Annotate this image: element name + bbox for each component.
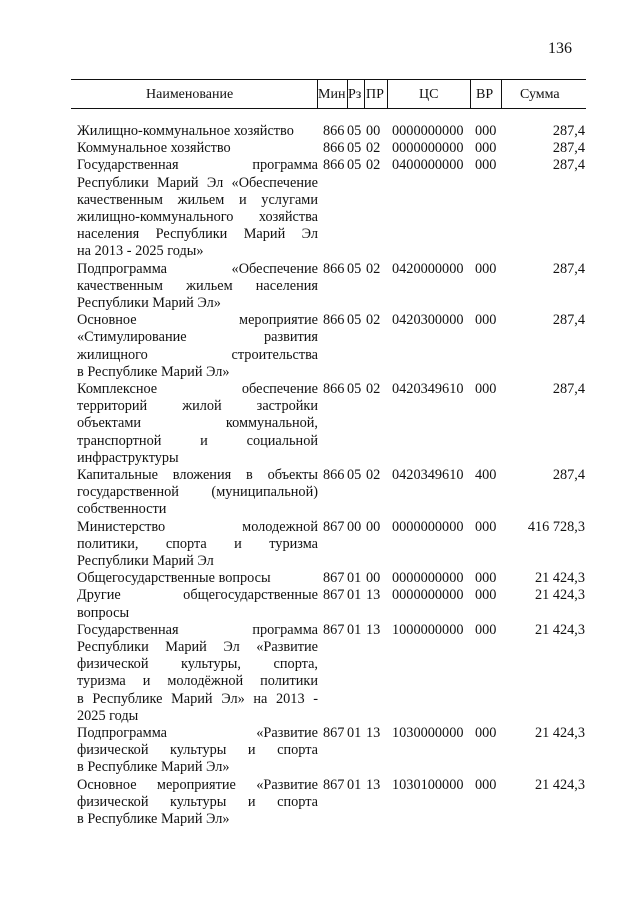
header-rz: Рз <box>348 87 362 102</box>
header-cs: ЦС <box>419 87 439 102</box>
row-name <box>77 622 318 725</box>
row-name-line: населения Республики Марий Эл <box>77 226 318 243</box>
row-cs: 1000000000 <box>392 621 464 638</box>
row-pr: 13 <box>366 725 381 741</box>
row-name-line: Основное мероприятие «Развитие <box>77 776 318 793</box>
row-rz: 05 <box>347 467 362 483</box>
row-name-line: инфраструктуры <box>77 449 179 466</box>
row-name-line: 2025 годы <box>77 707 139 724</box>
row-pr: 00 <box>366 570 381 587</box>
row-rz: 01 <box>347 621 362 638</box>
row-sum: 21 424,3 <box>534 725 585 741</box>
row-name-line: «Стимулирование развития <box>77 329 318 346</box>
row-name-line: качественным жильем населения <box>77 277 318 294</box>
row-rz: 05 <box>347 140 362 157</box>
row-pr: 02 <box>366 381 381 397</box>
row-vr: 000 <box>475 518 497 535</box>
table-row <box>0 587 639 621</box>
row-sum: 287,4 <box>552 467 585 483</box>
table-row <box>0 261 639 313</box>
row-name-line: Подпрограмма «Обеспечение <box>77 260 318 277</box>
row-pr: 02 <box>366 260 381 277</box>
row-name-line: транспортной и социальной <box>77 432 318 449</box>
row-name-line: Другие общегосударственные <box>77 587 318 604</box>
row-cs: 0000000000 <box>392 140 464 157</box>
row-vr: 000 <box>475 621 497 638</box>
row-rz: 00 <box>347 518 362 535</box>
row-min: 867 <box>323 570 345 587</box>
row-rz: 05 <box>347 123 362 139</box>
row-vr: 000 <box>475 123 497 139</box>
table-row <box>0 519 639 571</box>
row-min: 866 <box>323 140 345 157</box>
row-pr: 13 <box>366 621 381 638</box>
row-name-line: Комплексное обеспечение <box>77 381 318 397</box>
row-min: 866 <box>323 467 345 483</box>
row-cs: 0420349610 <box>392 381 464 397</box>
row-name <box>77 725 318 777</box>
row-name-line: на 2013 - 2025 годы» <box>77 243 204 260</box>
row-cs: 1030000000 <box>392 725 464 741</box>
row-sum: 287,4 <box>552 312 585 329</box>
row-name <box>77 123 318 140</box>
header-divider <box>364 79 365 109</box>
row-name-line: территорий жилой застройки <box>77 398 318 415</box>
header-bottom-rule <box>71 108 586 109</box>
row-sum: 416 728,3 <box>527 518 585 535</box>
row-rz: 01 <box>347 725 362 741</box>
row-name-line: Республики Марий Эл «Развитие <box>77 638 318 655</box>
row-name-line: Жилищно-коммунальное хозяйство <box>77 123 294 139</box>
table-row <box>0 123 639 140</box>
row-vr: 000 <box>475 140 497 157</box>
row-vr: 000 <box>475 776 497 793</box>
row-rz: 05 <box>347 381 362 397</box>
row-name <box>77 157 318 260</box>
row-name-line: Общегосударственные вопросы <box>77 570 271 587</box>
table-row <box>0 140 639 157</box>
row-sum: 287,4 <box>552 381 585 397</box>
row-sum: 287,4 <box>552 260 585 277</box>
row-sum: 21 424,3 <box>534 776 585 793</box>
row-min: 866 <box>323 260 345 277</box>
row-name-line: политики, спорта и туризма <box>77 535 318 552</box>
row-sum: 21 424,3 <box>534 621 585 638</box>
page-number: 136 <box>548 40 572 57</box>
row-pr: 13 <box>366 587 381 604</box>
row-vr: 000 <box>475 570 497 587</box>
table-row <box>0 570 639 587</box>
row-pr: 00 <box>366 518 381 535</box>
row-name <box>77 777 318 829</box>
header-min: Мин <box>318 87 346 102</box>
row-min: 866 <box>323 123 345 139</box>
row-cs: 0000000000 <box>392 570 464 587</box>
table-row <box>0 622 639 725</box>
row-name <box>77 312 318 381</box>
row-name-line: в Республике Марий Эл» <box>77 363 230 380</box>
row-rz: 01 <box>347 776 362 793</box>
row-vr: 000 <box>475 312 497 329</box>
row-name-line: объектами коммунальной, <box>77 415 318 432</box>
row-rz: 01 <box>347 587 362 604</box>
row-name-line: жилищного строительства <box>77 346 318 363</box>
header-vr: ВР <box>476 87 494 102</box>
row-rz: 05 <box>347 312 362 329</box>
header-top-rule <box>71 79 586 80</box>
row-cs: 0000000000 <box>392 123 464 139</box>
row-min: 866 <box>323 157 345 174</box>
row-pr: 13 <box>366 776 381 793</box>
row-name-line: туризма и молодёжной политики <box>77 673 318 690</box>
table-row <box>0 312 639 381</box>
row-name-line: вопросы <box>77 604 130 621</box>
row-name-line: Государственная программа <box>77 157 318 174</box>
row-min: 867 <box>323 587 345 604</box>
header-name: Наименование <box>146 87 234 102</box>
row-name-line: в Республике Марий Эл» на 2013 - <box>77 690 318 707</box>
row-rz: 05 <box>347 157 362 174</box>
row-name-line: Республики Марий Эл» <box>77 294 221 311</box>
header-divider <box>470 79 471 109</box>
row-name-line: Государственная программа <box>77 621 318 638</box>
row-sum: 287,4 <box>552 123 585 139</box>
table-row <box>0 467 639 519</box>
table-row <box>0 157 639 260</box>
row-vr: 000 <box>475 260 497 277</box>
header-divider <box>387 79 388 109</box>
row-name-line: физической культуры и спорта <box>77 793 318 810</box>
row-sum: 21 424,3 <box>534 570 585 587</box>
row-min: 866 <box>323 381 345 397</box>
row-name-line: физической культуры, спорта, <box>77 656 318 673</box>
row-name-line: Подпрограмма «Развитие <box>77 725 318 741</box>
row-vr: 400 <box>475 467 497 483</box>
row-sum: 287,4 <box>552 140 585 157</box>
row-vr: 000 <box>475 587 497 604</box>
header-sum: Сумма <box>520 87 560 102</box>
row-name <box>77 467 318 519</box>
row-name-line: физической культуры и спорта <box>77 742 318 759</box>
row-pr: 00 <box>366 123 381 139</box>
row-name-line: в Республике Марий Эл» <box>77 759 230 776</box>
row-min: 866 <box>323 312 345 329</box>
row-name-line: Капитальные вложения в объекты <box>77 467 318 483</box>
row-rz: 01 <box>347 570 362 587</box>
row-pr: 02 <box>366 467 381 483</box>
table-row <box>0 725 639 777</box>
row-cs: 0000000000 <box>392 587 464 604</box>
row-name <box>77 140 318 157</box>
row-sum: 287,4 <box>552 157 585 174</box>
row-cs: 0400000000 <box>392 157 464 174</box>
header-pr: ПР <box>366 87 384 102</box>
table-row <box>0 777 639 829</box>
row-name-line: в Республике Марий Эл» <box>77 810 230 827</box>
row-cs: 0420349610 <box>392 467 464 483</box>
table-row <box>0 381 639 467</box>
row-name-line: собственности <box>77 501 167 518</box>
row-sum: 21 424,3 <box>534 587 585 604</box>
row-vr: 000 <box>475 381 497 397</box>
row-pr: 02 <box>366 157 381 174</box>
row-name <box>77 570 318 587</box>
row-min: 867 <box>323 621 345 638</box>
row-min: 867 <box>323 518 345 535</box>
row-cs: 0000000000 <box>392 518 464 535</box>
row-vr: 000 <box>475 157 497 174</box>
row-name <box>77 381 318 467</box>
row-min: 867 <box>323 725 345 741</box>
row-rz: 05 <box>347 260 362 277</box>
row-cs: 1030100000 <box>392 776 464 793</box>
row-name-line: Основное мероприятие <box>77 312 318 329</box>
row-name-line: государственной (муниципальной) <box>77 484 318 501</box>
row-name-line: Республики Марий Эл <box>77 552 214 569</box>
row-name-line: Министерство молодежной <box>77 518 318 535</box>
row-name-line: Республики Марий Эл «Обеспечение <box>77 174 318 191</box>
row-name-line: Коммунальное хозяйство <box>77 140 231 157</box>
row-name-line: жилищно-коммунального хозяйства <box>77 208 318 225</box>
row-pr: 02 <box>366 312 381 329</box>
row-cs: 0420000000 <box>392 260 464 277</box>
row-pr: 02 <box>366 140 381 157</box>
row-name <box>77 587 318 621</box>
row-min: 867 <box>323 776 345 793</box>
row-name-line: качественным жильем и услугами <box>77 191 318 208</box>
row-name <box>77 261 318 313</box>
row-name <box>77 519 318 571</box>
header-divider <box>501 79 502 109</box>
row-cs: 0420300000 <box>392 312 464 329</box>
row-vr: 000 <box>475 725 497 741</box>
